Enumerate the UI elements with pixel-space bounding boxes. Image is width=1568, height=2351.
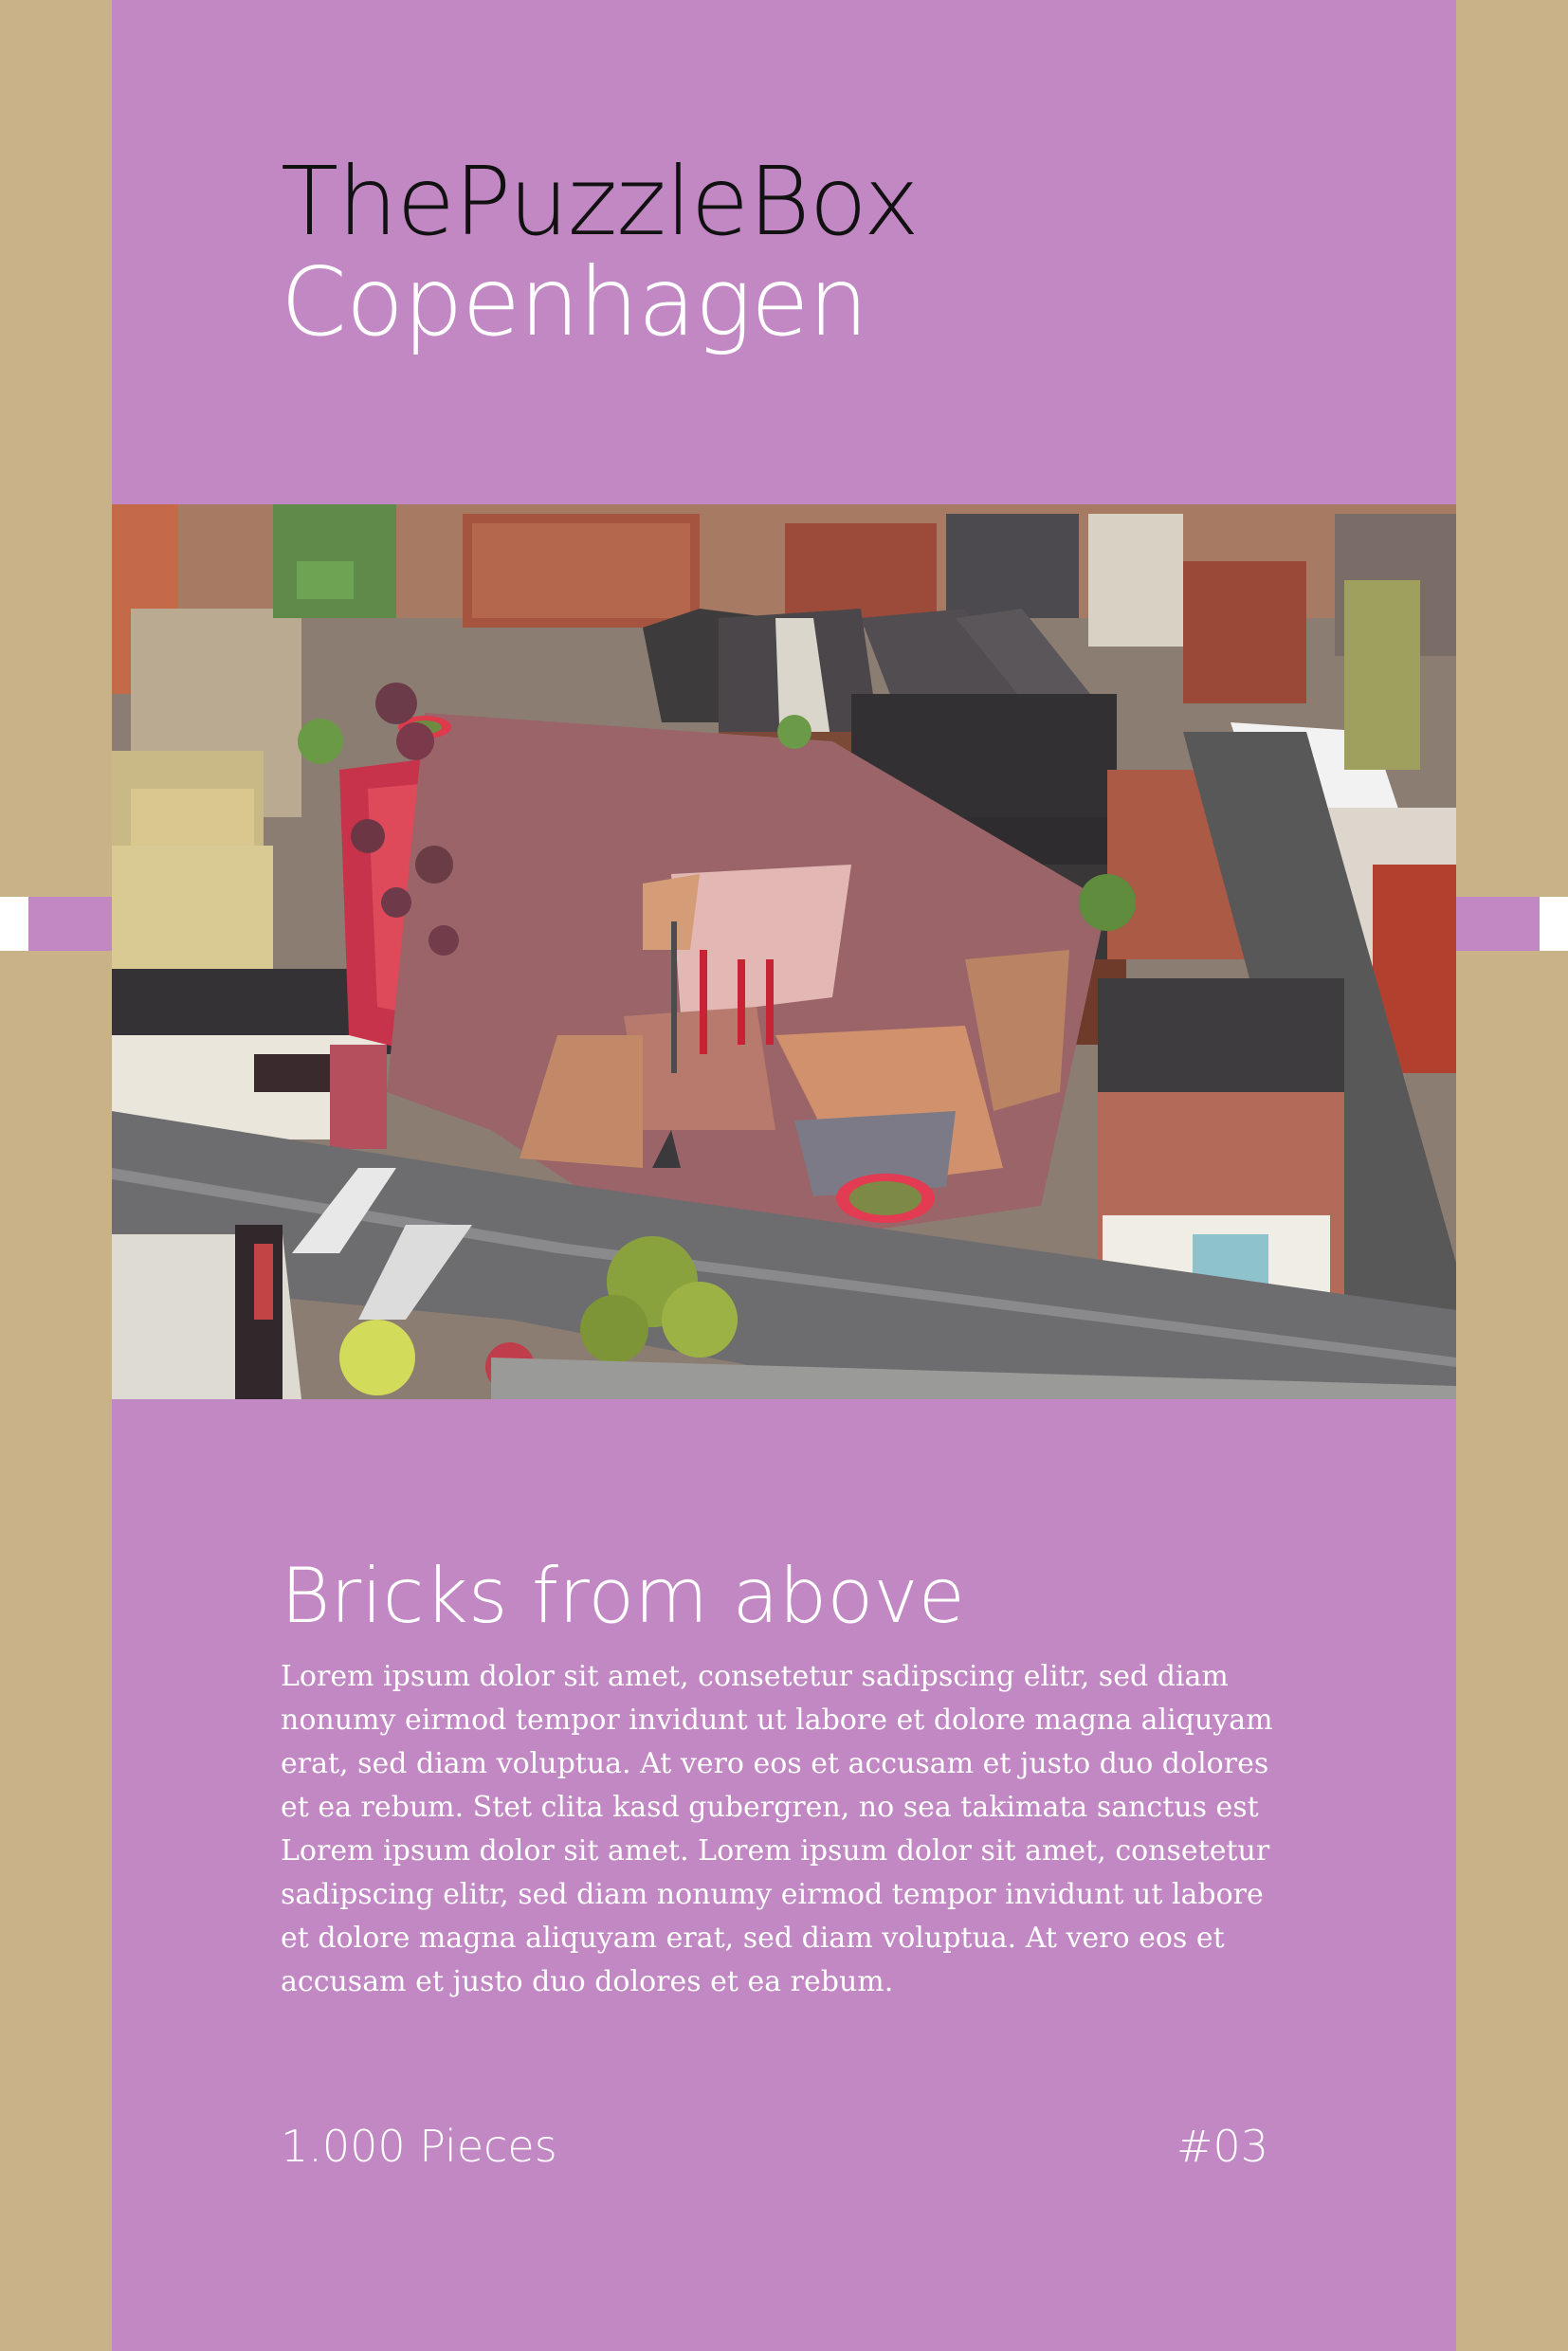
left-edge-tab (28, 897, 112, 951)
brand-name: ThePuzzleBox (281, 146, 919, 257)
body-text: Lorem ipsum dolor sit amet, consetetur sadipscing elitr, sed diam nonumy eirmod tempor invidunt ut labore et dolore magna aliquyam erat, sed diam voluptua. At vero eos et accusam et justo duo dolores et ea rebum. Stet clita kasd gubergren, no sea takimata sanctus est Lorem ipsum dolor sit amet. Lorem ipsum dolor sit amet, consetetur sadipscing elitr, sed diam nonumy eirmod tempor invidunt ut labore et dolore magna aliquyam erat, sed diam voluptua. At vero eos et accusam et justo duo dolores et ea rebum. (281, 1660, 1273, 1998)
right-edge-tab-white (1540, 897, 1568, 951)
brand-city: Copenhagen (281, 246, 867, 357)
right-edge-tab (1456, 897, 1540, 951)
edition-number: #03 (1176, 2121, 1268, 2172)
headline: Bricks from above (281, 1552, 965, 1640)
aerial-photo (112, 504, 1456, 1399)
brand-title (281, 146, 919, 357)
left-edge-tab-white (0, 897, 28, 951)
piece-count: 1.000 Pieces (281, 2121, 557, 2172)
